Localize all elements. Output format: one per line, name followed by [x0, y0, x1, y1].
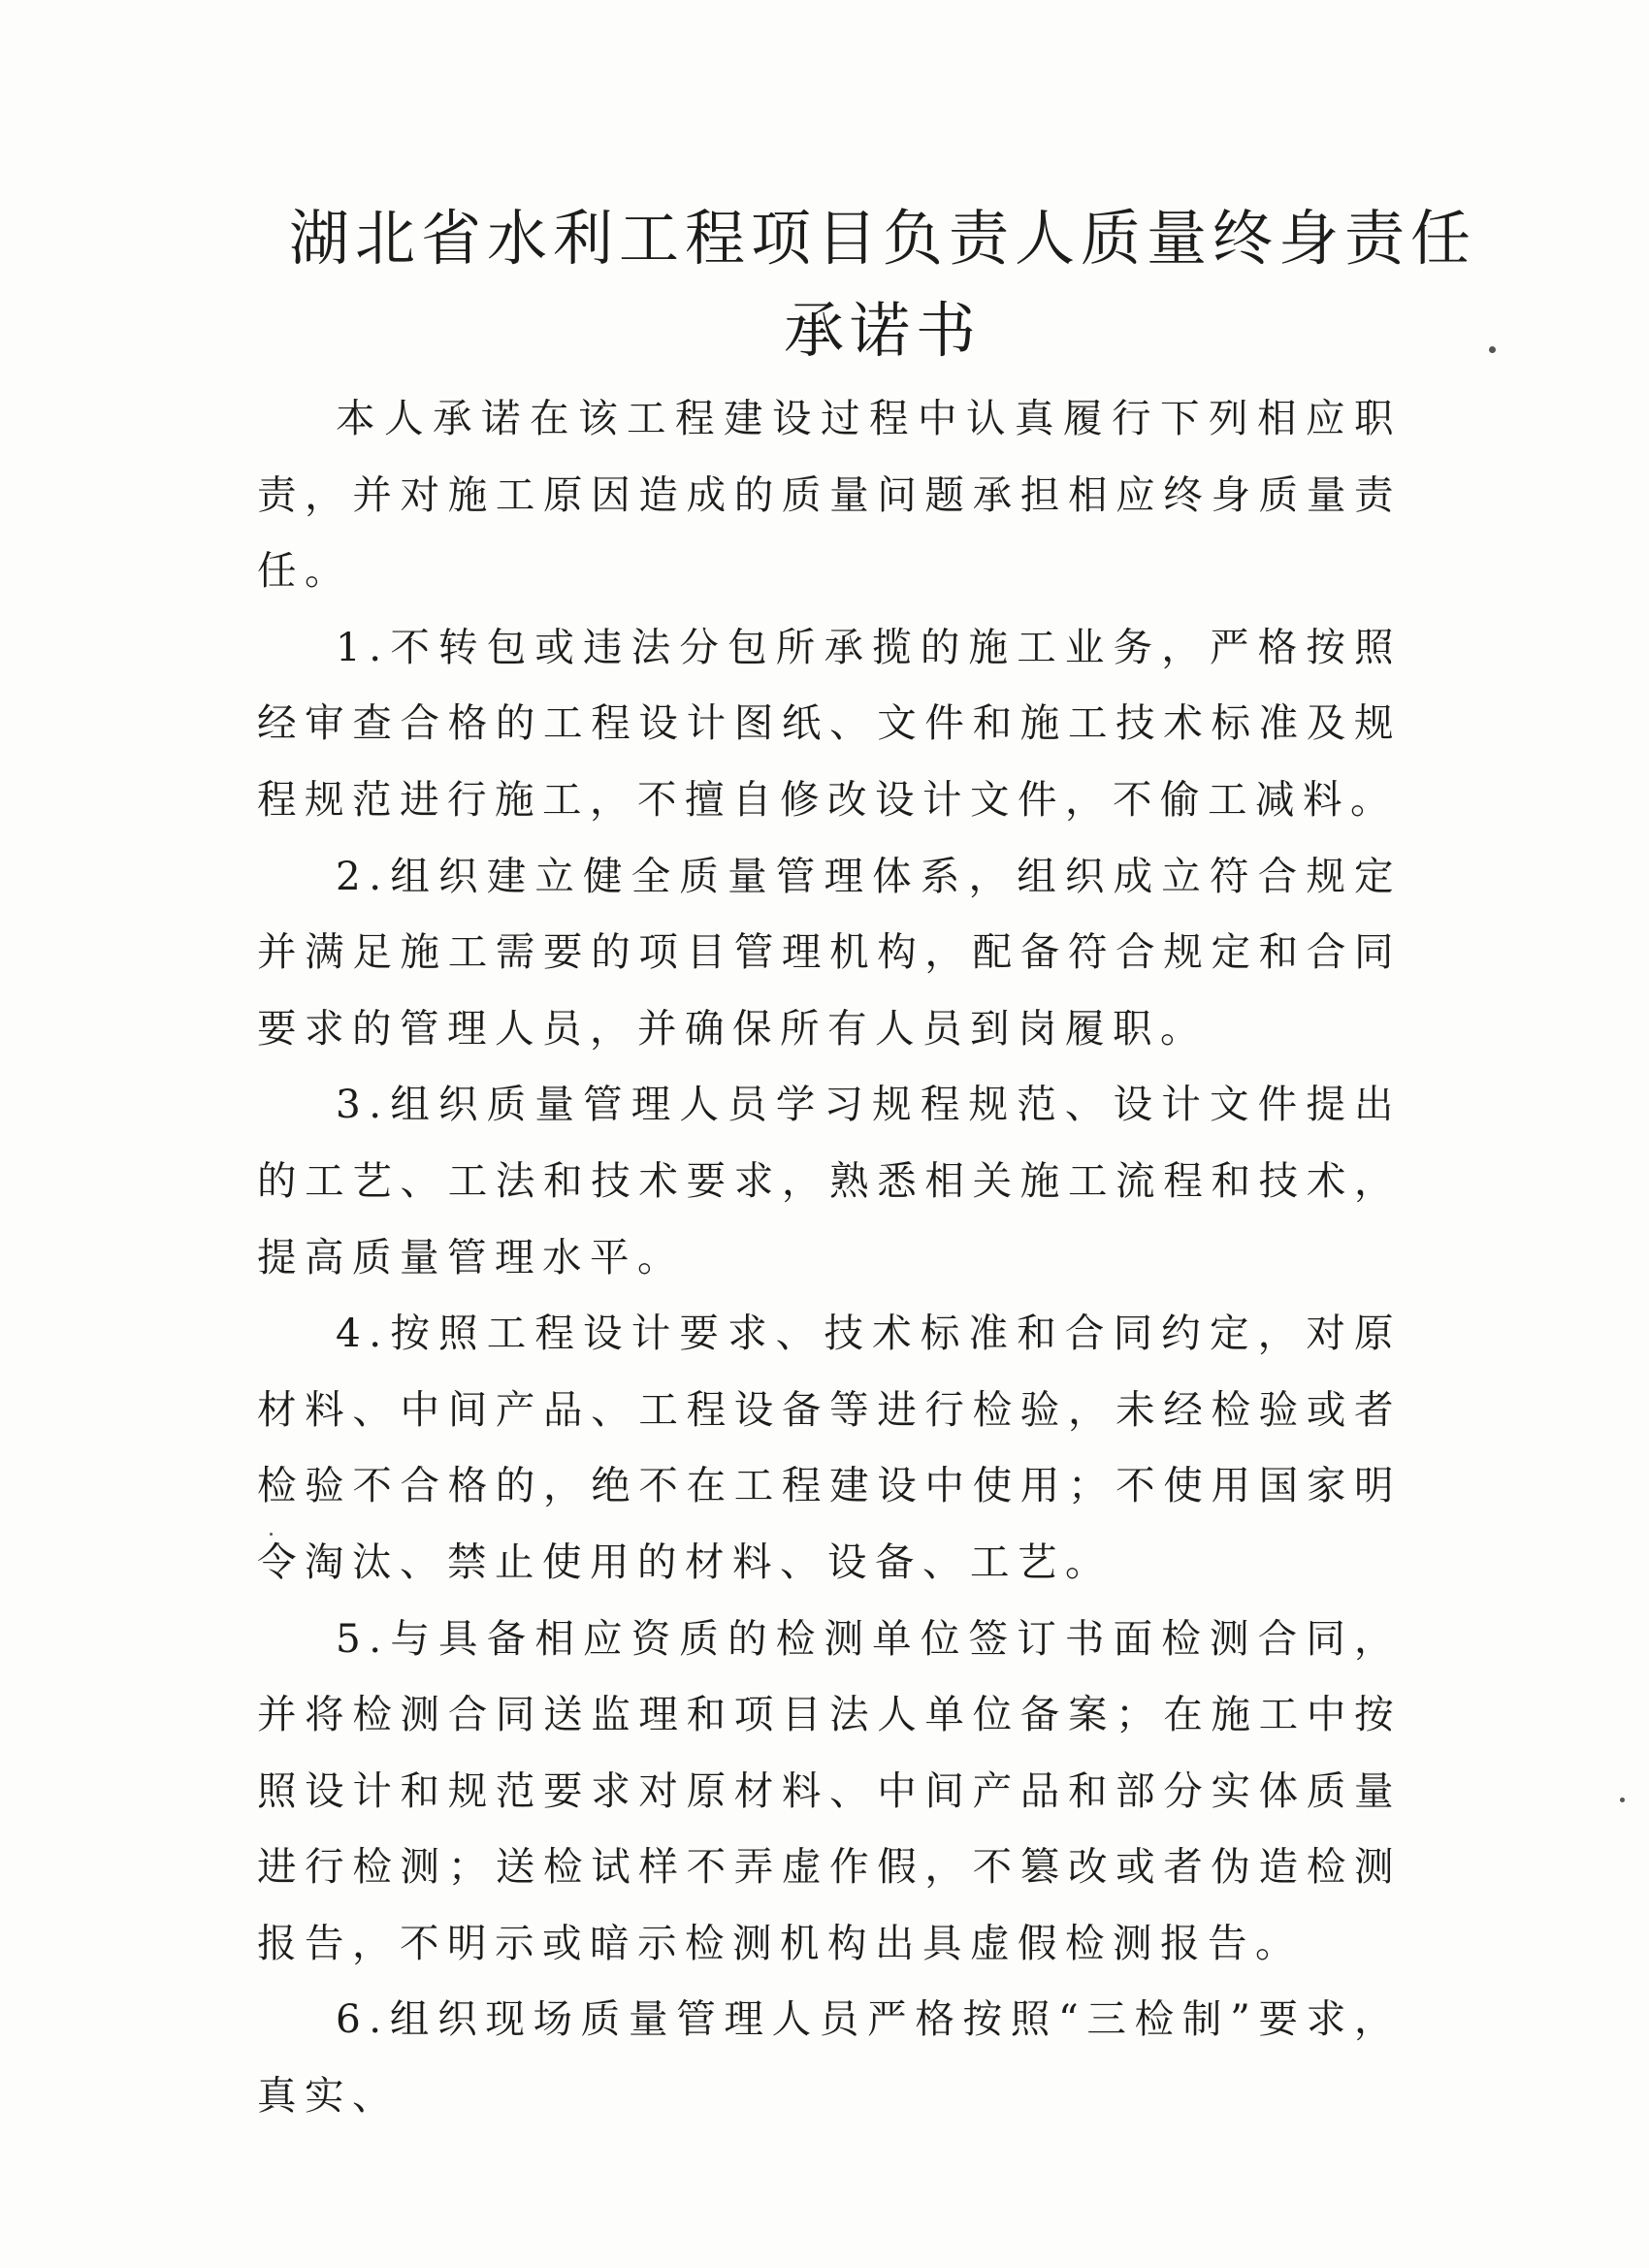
document-title-line-2: 承诺书	[783, 295, 982, 366]
clause-2: 2.组织建立健全质量管理体系，组织成立符合规定并满足施工需要的项目管理机构，配备符合规定和合同要求的管理人员，并确保所有人员到岗履职。	[257, 852, 1402, 1052]
scan-speck	[270, 1533, 273, 1536]
scan-speck	[1489, 346, 1496, 353]
document-body	[257, 380, 1402, 2134]
intro-paragraph: 本人承诺在该工程建设过程中认真履行下列相应职责，并对施工原因造成的质量问题承担相应终身质量责任。	[257, 395, 1402, 595]
clause-6: 6.组织现场质量管理人员严格按照“三检制”要求，真实、	[257, 1995, 1402, 2120]
clause-1: 1.不转包或违法分包所承揽的施工业务，严格按照经审查合格的工程设计图纸、文件和施工技术标准及规程规范进行施工，不擅自修改设计文件，不偷工减料。	[257, 623, 1402, 823]
clause-3: 3.组织质量管理人员学习规程规范、设计文件提出的工艺、工法和技术要求，熟悉相关施工流程和技术，提高质量管理水平。	[257, 1081, 1402, 1280]
scan-speck	[1620, 1798, 1625, 1802]
clause-5: 5.与具备相应资质的检测单位签订书面检测合同，并将检测合同送监理和项目法人单位备案；在施工中按照设计和规范要求对原材料、中间产品和部分实体质量进行检测；送检试样不弄虚作假，不篡改或者伪造检测报告，不明示或暗示检测机构出具虚假检测报告。	[257, 1614, 1402, 1966]
clause-4: 4.按照工程设计要求、技术标准和合同约定，对原材料、中间产品、工程设备等进行检验，未经检验或者检验不合格的，绝不在工程建设中使用；不使用国家明令淘汰、禁止使用的材料、设备、工艺。	[257, 1310, 1402, 1585]
document-title-line-1: 湖北省水利工程项目负责人质量终身责任	[288, 203, 1476, 274]
